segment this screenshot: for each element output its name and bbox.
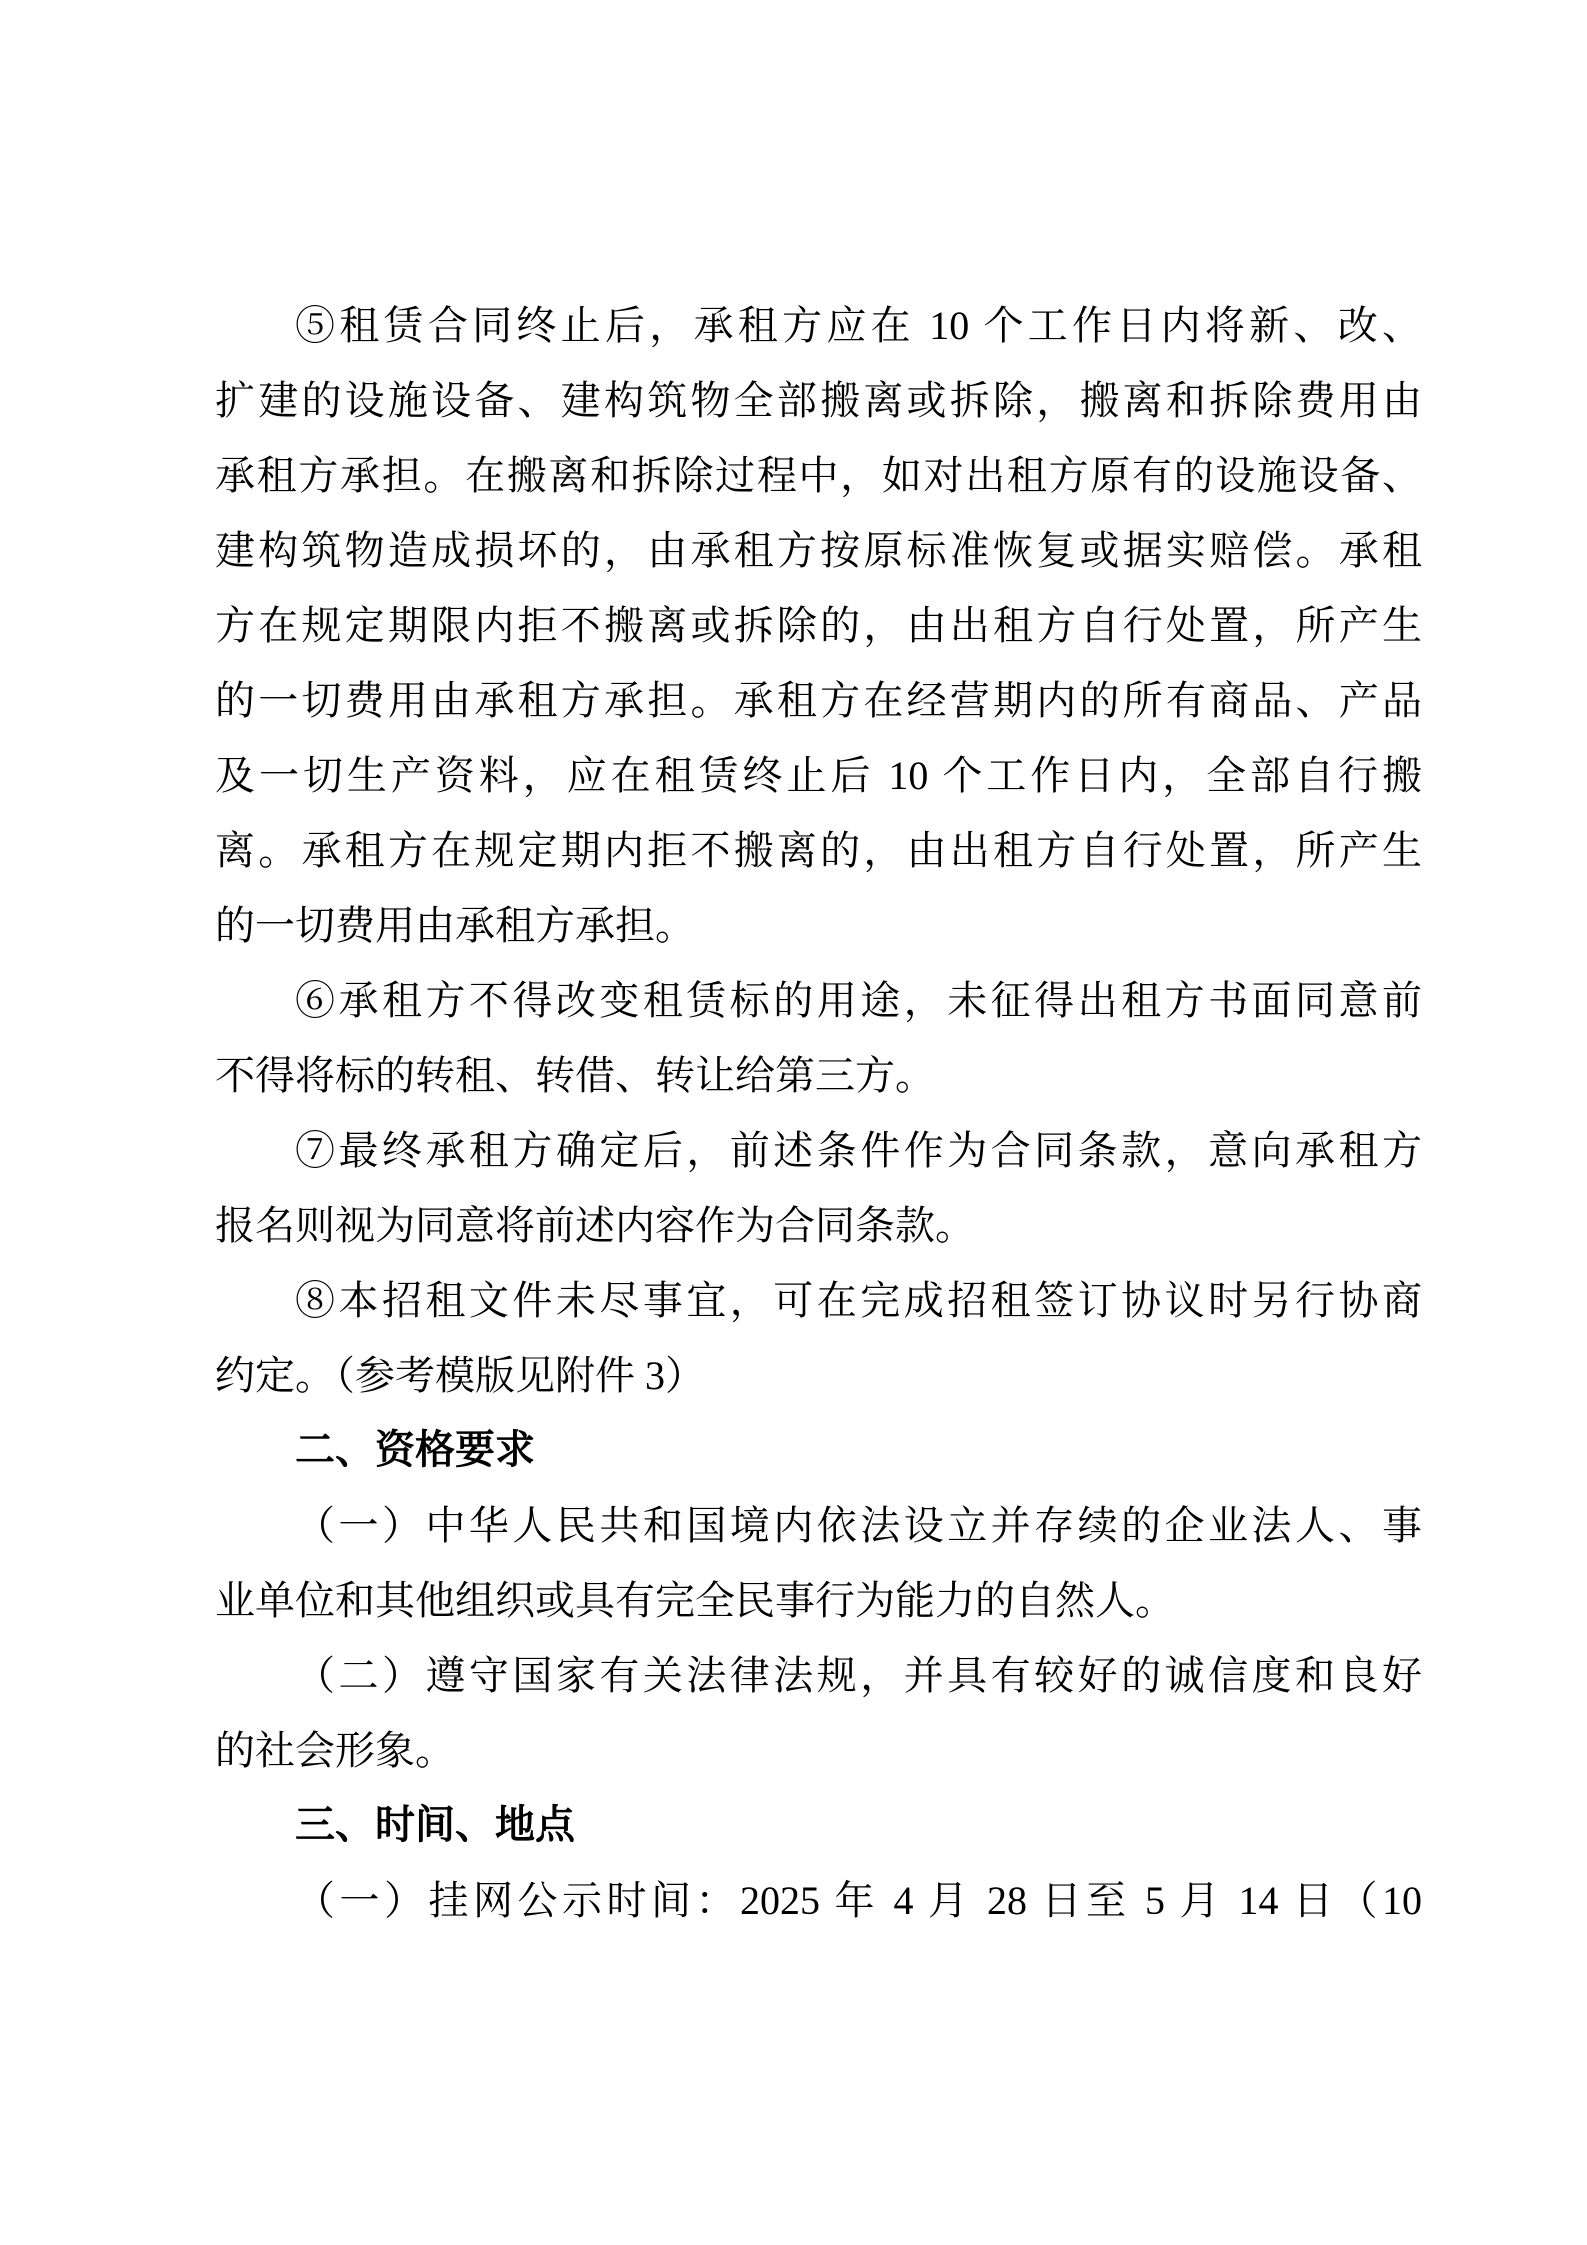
text-line: 承租方承担。在搬离和拆除过程中，如对出租方原有的设施设备、 bbox=[215, 453, 1422, 498]
text-line: 报名则视为同意将前述内容作为合同条款。 bbox=[215, 1203, 975, 1248]
text-line: 及一切生产资料，应在租赁终止后 10 个工作日内，全部自行搬 bbox=[215, 753, 1422, 798]
text-line: ⑦最终承租方确定后，前述条件作为合同条款，意向承租方 bbox=[295, 1128, 1422, 1173]
text-line: ⑥承租方不得改变租赁标的用途，未征得出租方书面同意前 bbox=[295, 978, 1422, 1023]
text-line: 约定。（参考模版见附件 3） bbox=[215, 1353, 705, 1398]
text-line: ⑤租赁合同终止后，承租方应在 10 个工作日内将新、改、 bbox=[295, 303, 1422, 348]
heading-line: 二、资格要求 bbox=[295, 1428, 535, 1472]
text-line: 的一切费用由承租方承担。承租方在经营期内的所有商品、产品 bbox=[215, 678, 1422, 723]
document-content bbox=[215, 288, 1422, 1938]
heading-line: 三、时间、地点 bbox=[295, 1803, 575, 1847]
text-line: 建构筑物造成损坏的，由承租方按原标准恢复或据实赔偿。承租 bbox=[215, 528, 1422, 573]
text-line: （一）中华人民共和国境内依法设立并存续的企业法人、事 bbox=[295, 1503, 1422, 1548]
text-line: 离。承租方在规定期内拒不搬离的，由出租方自行处置，所产生 bbox=[215, 828, 1422, 873]
text-line: 扩建的设施设备、建构筑物全部搬离或拆除，搬离和拆除费用由 bbox=[215, 378, 1422, 423]
text-line: 业单位和其他组织或具有完全民事行为能力的自然人。 bbox=[215, 1578, 1175, 1623]
text-line: （一）挂网公示时间：2025 年 4 月 28 日至 5 月 14 日（10 bbox=[295, 1878, 1422, 1923]
text-line: 方在规定期限内拒不搬离或拆除的，由出租方自行处置，所产生 bbox=[215, 603, 1422, 648]
text-line: 的一切费用由承租方承担。 bbox=[215, 903, 695, 948]
text-line: 的社会形象。 bbox=[215, 1728, 455, 1773]
text-line: 不得将标的转租、转借、转让给第三方。 bbox=[215, 1053, 935, 1098]
text-line: （二）遵守国家有关法律法规，并具有较好的诚信度和良好 bbox=[295, 1653, 1422, 1698]
text-line: ⑧本招租文件未尽事宜，可在完成招租签订协议时另行协商 bbox=[295, 1278, 1422, 1323]
